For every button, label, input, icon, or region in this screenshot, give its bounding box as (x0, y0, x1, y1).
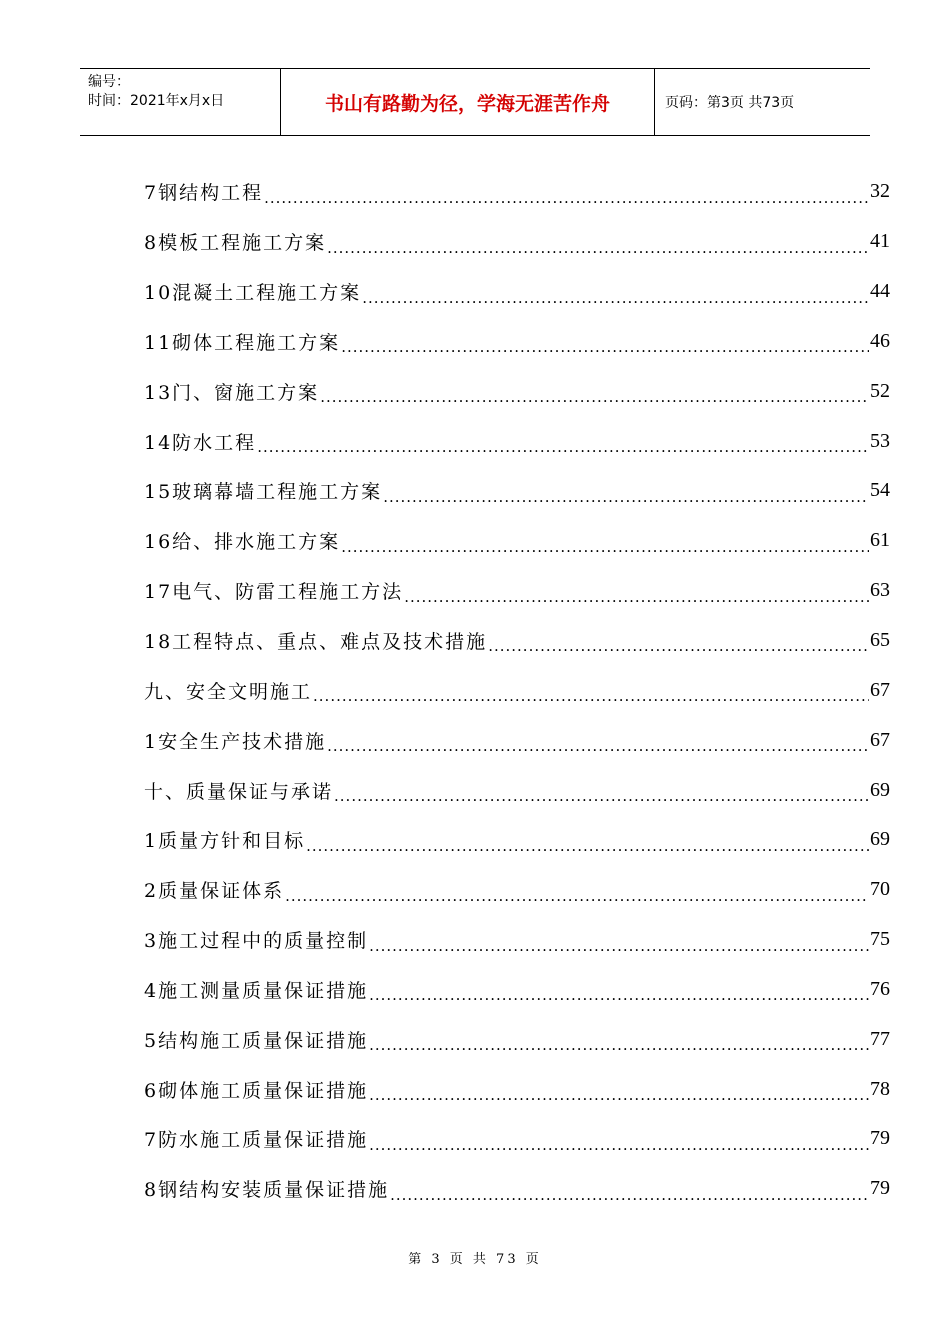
toc-entry[interactable] (144, 765, 890, 815)
toc-entry[interactable] (144, 466, 890, 516)
toc-entry[interactable] (144, 865, 890, 915)
toc-entry-label: 8钢结构安装质量保证措施 (144, 1179, 390, 1202)
toc-leader-dots (390, 1188, 869, 1214)
toc-leader-dots (383, 490, 869, 516)
toc-entry-label: 13门、窗施工方案 (144, 381, 320, 404)
toc-entry[interactable] (144, 815, 890, 865)
toc-leader-dots (369, 1138, 869, 1164)
toc-entry-page: 67 (870, 678, 890, 701)
toc-entry-page: 67 (870, 728, 890, 751)
toc-entry[interactable] (144, 915, 890, 965)
toc-leader-dots (285, 889, 869, 915)
toc-leader-dots (341, 540, 869, 566)
toc-leader-dots (320, 390, 869, 416)
toc-entry-page: 44 (870, 280, 890, 303)
toc-entry-page: 63 (870, 579, 890, 602)
toc-entry[interactable] (144, 965, 890, 1015)
toc-entry-label: 4施工测量质量保证措施 (144, 979, 369, 1002)
toc-entry-page: 69 (870, 828, 890, 851)
toc-entry-page: 32 (870, 180, 890, 203)
toc-entry[interactable] (144, 616, 890, 666)
toc-entry-label: 1质量方针和目标 (144, 830, 306, 853)
toc-entry-page: 53 (870, 429, 890, 452)
toc-entry-label: 11砌体工程施工方案 (144, 331, 341, 354)
toc-entry-label: 15玻璃幕墙工程施工方案 (144, 481, 383, 504)
header-meta (80, 69, 281, 135)
toc-entry-page: 76 (870, 977, 890, 1000)
toc-entry-label: 十、质量保证与承诺 (144, 780, 334, 803)
toc-leader-dots (488, 639, 869, 665)
toc-entry-page: 52 (870, 379, 890, 402)
header-motto: 书山有路勤为径，学海无涯苦作舟 (281, 69, 655, 135)
toc-entry[interactable] (144, 167, 890, 217)
toc-leader-dots (306, 839, 869, 865)
code-label: 编号： (88, 74, 130, 90)
toc-entry[interactable] (144, 1014, 890, 1064)
time-label: 时间：2021年x月x日 (88, 93, 225, 109)
toc-entry-page: 77 (870, 1027, 890, 1050)
toc-entry-label: 14防水工程 (144, 431, 257, 454)
toc-entry-page: 70 (870, 878, 890, 901)
toc-leader-dots (369, 988, 869, 1014)
toc-entry-page: 61 (870, 529, 890, 552)
toc-entry[interactable] (144, 665, 890, 715)
toc-entry[interactable] (144, 1064, 890, 1114)
toc-leader-dots (264, 191, 869, 217)
toc-entry-label: 7防水施工质量保证措施 (144, 1129, 369, 1152)
toc-entry-label: 3施工过程中的质量控制 (144, 930, 369, 953)
toc-entry-label: 2质量保证体系 (144, 880, 285, 903)
toc-entry-label: 8模板工程施工方案 (144, 232, 327, 255)
toc-entry-label: 6砌体施工质量保证措施 (144, 1079, 369, 1102)
table-of-contents (144, 167, 890, 1214)
toc-entry-page: 41 (870, 230, 890, 253)
toc-leader-dots (362, 291, 869, 317)
toc-entry[interactable] (144, 217, 890, 267)
toc-entry[interactable] (144, 366, 890, 416)
toc-entry[interactable] (144, 516, 890, 566)
toc-entry-page: 75 (870, 928, 890, 951)
toc-entry-page: 54 (870, 479, 890, 502)
toc-entry-page: 79 (870, 1127, 890, 1150)
toc-leader-dots (369, 939, 869, 965)
page-footer: 第 3 页 共 73 页 (408, 1252, 542, 1267)
toc-entry[interactable] (144, 566, 890, 616)
toc-leader-dots (257, 440, 869, 466)
toc-leader-dots (327, 739, 869, 765)
toc-entry[interactable] (144, 1114, 890, 1164)
toc-leader-dots (334, 789, 869, 815)
toc-leader-dots (327, 241, 869, 267)
toc-entry-label: 16给、排水施工方案 (144, 531, 341, 554)
toc-entry-label: 九、安全文明施工 (144, 680, 313, 703)
toc-entry-page: 65 (870, 629, 890, 652)
toc-entry[interactable] (144, 1164, 890, 1214)
toc-entry-label: 17电气、防雷工程施工方法 (144, 581, 404, 604)
toc-entry-label: 10混凝土工程施工方案 (144, 282, 362, 305)
toc-leader-dots (369, 1088, 869, 1114)
page-header (80, 68, 870, 136)
toc-leader-dots (313, 689, 869, 715)
toc-entry-page: 69 (870, 778, 890, 801)
toc-entry[interactable] (144, 267, 890, 317)
toc-entry-page: 78 (870, 1077, 890, 1100)
toc-entry[interactable] (144, 416, 890, 466)
toc-entry-label: 5结构施工质量保证措施 (144, 1029, 369, 1052)
toc-entry-label: 18工程特点、重点、难点及技术措施 (144, 631, 488, 654)
toc-entry-label: 1安全生产技术措施 (144, 730, 327, 753)
toc-entry-page: 46 (870, 329, 890, 352)
toc-entry-page: 79 (870, 1177, 890, 1200)
toc-leader-dots (404, 590, 869, 616)
toc-entry-label: 7钢结构工程 (144, 182, 264, 205)
toc-entry[interactable] (144, 715, 890, 765)
toc-leader-dots (341, 340, 869, 366)
toc-entry[interactable] (144, 317, 890, 367)
toc-leader-dots (369, 1038, 869, 1064)
header-page-info: 页码：第3页 共73页 (665, 95, 795, 111)
